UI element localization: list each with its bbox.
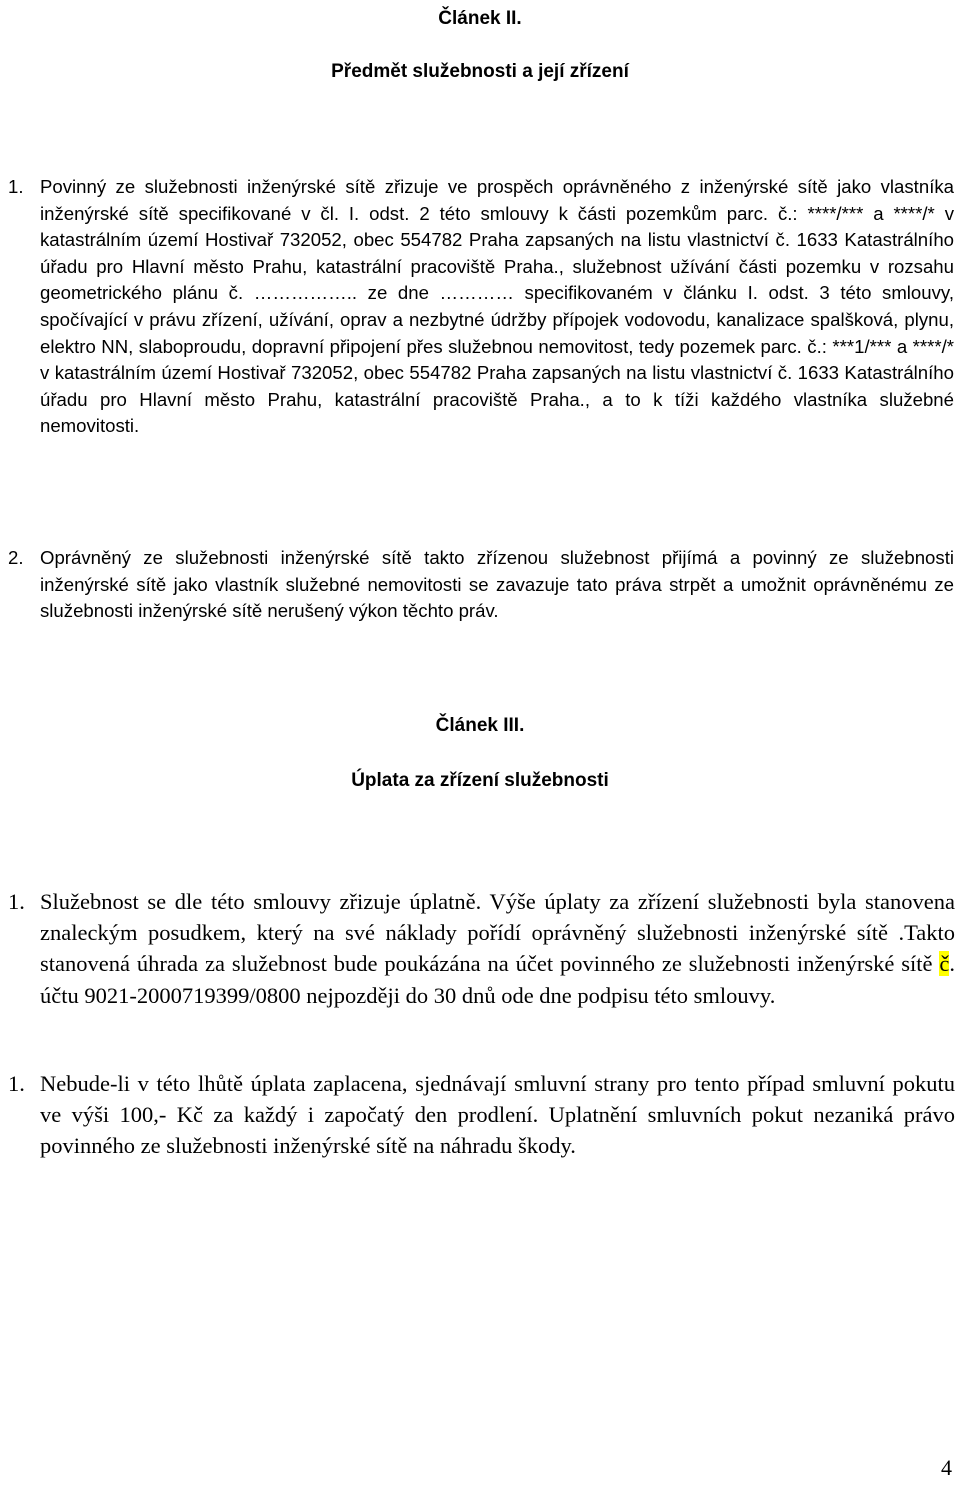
paragraph-text-part: . účtu 9021-2000719399/0800 nejpozději do 30 dnů ode dne podpisu této smlouvy. bbox=[40, 951, 955, 1008]
article-3-title: Článek III. bbox=[435, 715, 525, 736]
article-3-subtitle: Úplata za zřízení služebnosti bbox=[351, 770, 609, 791]
paragraph-number: 1. bbox=[8, 889, 25, 914]
article-2-paragraph-2 bbox=[8, 545, 954, 625]
article-3-paragraph-1 bbox=[8, 886, 955, 1011]
page-number: 4 bbox=[941, 1455, 952, 1480]
article-2-subtitle: Předmět služebnosti a její zřízení bbox=[331, 61, 629, 82]
paragraph-text-part: Služebnost se dle této smlouvy zřizuje úplatně. Výše úplaty za zřízení služebnosti byla stanovena znaleckým posudkem, který na své náklady pořídí oprávněný služebnosti inženýrské sítě .Takto stanovená úhrada za služebnost bude poukázána na účet povinného ze služebnosti inženýrské sítě bbox=[40, 889, 955, 977]
paragraph-text: Oprávněný ze služebnosti inženýrské sítě takto zřízenou služebnost přijímá a povinný ze služebnosti inženýrské sítě jako vlastník služebné nemovitosti se zavazuje tato práva strpět a umožnit oprávněnému ze služebnosti inženýrské sítě nerušený výkon těchto práv. bbox=[40, 547, 954, 622]
paragraph-text bbox=[8, 886, 955, 1011]
article-3-paragraph-2 bbox=[8, 1068, 955, 1162]
paragraph-text: Nebude-li v této lhůtě úplata zaplacena, sjednávají smluvní strany pro tento případ smluvní pokutu ve výši 100,- Kč za každý i započatý den prodlení. Uplatnění smluvních pokut nezaniká právo povinného ze služebnosti inženýrské sítě na náhradu škody. bbox=[40, 1071, 955, 1159]
paragraph-number: 1. bbox=[8, 176, 24, 197]
article-2-title: Článek II. bbox=[438, 8, 522, 29]
paragraph-text: Povinný ze služebnosti inženýrské sítě zřizuje ve prospěch oprávněného z inženýrské sítě jako vlastníka inženýrské sítě specifikované v čl. I. odst. 2 této smlouvy k části pozemkům parc. č.: ****/*** a ****/* v katastrálním území Hostivař 732052, obec 554782 Praha zapsaných na listu vlastnictví č. 1633 Katastrálního úřadu pro Hlavní město Prahu, katastrální pracoviště Praha., služebnost užívání části pozemku v rozsahu geometrického plánu č. …………….. ze dne ………… specifikovaném v článku I. odst. 3 této smlouvy, spočívající v právu zřízení, užívání, oprav a nezbytné údržby přípojek vodovodu, kanalizace spalšková, plynu, elektro NN, slaboproudu, dopravní připojení přes služebnou nemovitost, tedy pozemek parc. č.: ***1/*** a ****/* v katastrálním území Hostivař 732052, obec 554782 Praha zapsaných na listu vlastnictví č. 1633 Katastrálního úřadu pro Hlavní město Prahu, katastrální pracoviště Praha., a to k tíži každého vlastníka služebné nemovitosti. bbox=[40, 176, 954, 437]
paragraph-number: 2. bbox=[8, 547, 24, 568]
paragraph-number: 1. bbox=[8, 1071, 25, 1096]
article-2-paragraph-1 bbox=[8, 174, 954, 440]
highlighted-text: č bbox=[939, 951, 950, 977]
